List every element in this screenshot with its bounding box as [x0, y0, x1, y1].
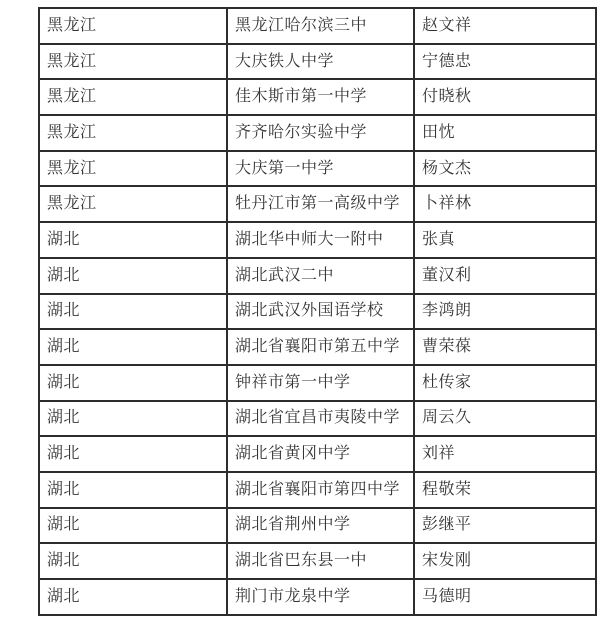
school-cell: 大庆第一中学 — [227, 151, 414, 187]
table-row — [39, 401, 596, 437]
school-cell: 牡丹江市第一高级中学 — [227, 186, 414, 222]
table-row — [39, 329, 596, 365]
province-school-name-table — [38, 7, 597, 616]
province-cell: 湖北 — [39, 543, 227, 579]
school-cell: 黑龙江哈尔滨三中 — [227, 8, 414, 44]
table-row — [39, 543, 596, 579]
table-row — [39, 436, 596, 472]
table-row — [39, 365, 596, 401]
person-name-cell: 周云久 — [414, 401, 596, 437]
school-cell: 湖北华中师大一附中 — [227, 222, 414, 258]
person-name-cell: 宁德忠 — [414, 44, 596, 80]
person-name-cell: 马德明 — [414, 579, 596, 615]
table-row — [39, 8, 596, 44]
person-name-cell: 宋发刚 — [414, 543, 596, 579]
table-row — [39, 258, 596, 294]
table-row — [39, 579, 596, 615]
school-cell: 齐齐哈尔实验中学 — [227, 115, 414, 151]
province-cell: 湖北 — [39, 329, 227, 365]
person-name-cell: 张真 — [414, 222, 596, 258]
person-name-cell: 付晓秋 — [414, 79, 596, 115]
table-row — [39, 79, 596, 115]
province-cell: 湖北 — [39, 472, 227, 508]
province-cell: 湖北 — [39, 436, 227, 472]
province-cell: 黑龙江 — [39, 79, 227, 115]
school-cell: 大庆铁人中学 — [227, 44, 414, 80]
province-cell: 湖北 — [39, 579, 227, 615]
table-row — [39, 115, 596, 151]
table-row — [39, 222, 596, 258]
province-cell: 黑龙江 — [39, 115, 227, 151]
school-cell: 湖北武汉二中 — [227, 258, 414, 294]
province-cell: 黑龙江 — [39, 186, 227, 222]
school-cell: 湖北省襄阳市第五中学 — [227, 329, 414, 365]
person-name-cell: 杨文杰 — [414, 151, 596, 187]
school-cell: 佳木斯市第一中学 — [227, 79, 414, 115]
province-cell: 湖北 — [39, 508, 227, 544]
person-name-cell: 彭继平 — [414, 508, 596, 544]
province-cell: 湖北 — [39, 401, 227, 437]
table-row — [39, 151, 596, 187]
province-cell: 湖北 — [39, 294, 227, 330]
school-cell: 钟祥市第一中学 — [227, 365, 414, 401]
province-cell: 黑龙江 — [39, 151, 227, 187]
person-name-cell: 刘祥 — [414, 436, 596, 472]
school-cell: 荆门市龙泉中学 — [227, 579, 414, 615]
province-cell: 黑龙江 — [39, 44, 227, 80]
person-name-cell: 卜祥林 — [414, 186, 596, 222]
province-cell: 黑龙江 — [39, 8, 227, 44]
table-row — [39, 472, 596, 508]
person-name-cell: 董汉利 — [414, 258, 596, 294]
school-cell: 湖北省宜昌市夷陵中学 — [227, 401, 414, 437]
person-name-cell: 程敬荣 — [414, 472, 596, 508]
school-cell: 湖北省襄阳市第四中学 — [227, 472, 414, 508]
table-row — [39, 186, 596, 222]
school-cell: 湖北省巴东县一中 — [227, 543, 414, 579]
table-row — [39, 508, 596, 544]
province-cell: 湖北 — [39, 365, 227, 401]
person-name-cell: 赵文祥 — [414, 8, 596, 44]
table-row — [39, 294, 596, 330]
school-cell: 湖北武汉外国语学校 — [227, 294, 414, 330]
person-name-cell: 杜传家 — [414, 365, 596, 401]
table-body — [39, 8, 596, 615]
person-name-cell: 曹荣葆 — [414, 329, 596, 365]
person-name-cell: 田忱 — [414, 115, 596, 151]
person-name-cell: 李鸿朗 — [414, 294, 596, 330]
province-cell: 湖北 — [39, 222, 227, 258]
school-cell: 湖北省荆州中学 — [227, 508, 414, 544]
school-cell: 湖北省黄冈中学 — [227, 436, 414, 472]
province-cell: 湖北 — [39, 258, 227, 294]
table-row — [39, 44, 596, 80]
